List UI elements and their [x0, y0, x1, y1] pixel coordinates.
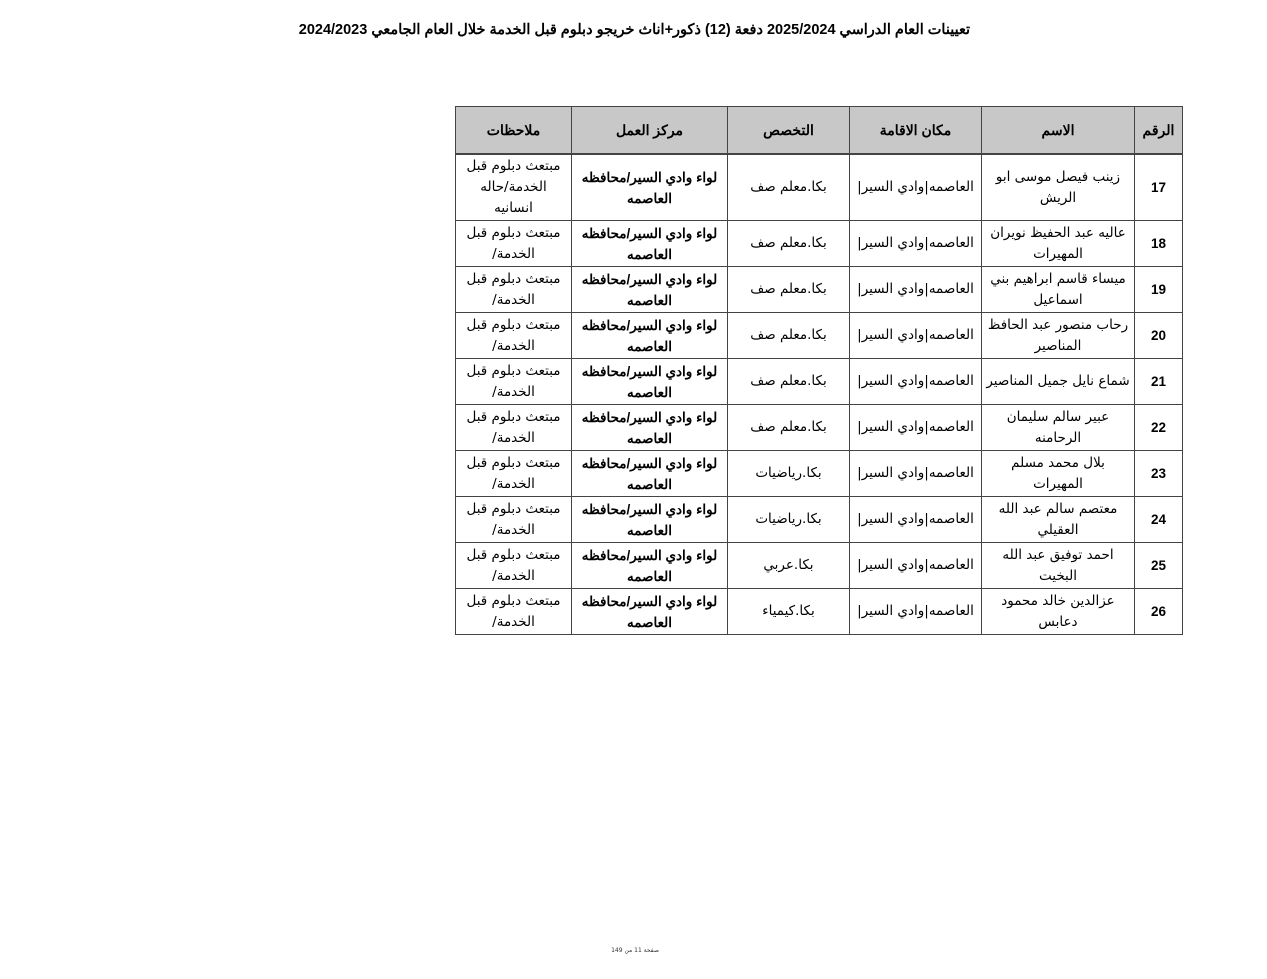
cell-number: 19: [1135, 267, 1183, 313]
cell-specialty: بكا.معلم صف: [728, 359, 850, 405]
column-header-residence: مكان الاقامة: [850, 107, 982, 155]
cell-workplace: لواء وادي السير/محافظه العاصمه: [572, 497, 728, 543]
cell-number: 26: [1135, 589, 1183, 635]
cell-name: عبير سالم سليمان الرحامنه: [982, 405, 1135, 451]
table-row: [456, 405, 1183, 451]
column-header-workplace: مركز العمل: [572, 107, 728, 155]
cell-number: 25: [1135, 543, 1183, 589]
cell-number: 23: [1135, 451, 1183, 497]
cell-notes: مبتعث دبلوم قبل الخدمة/: [456, 359, 572, 405]
cell-specialty: بكا.معلم صف: [728, 267, 850, 313]
table-row: [456, 154, 1183, 221]
cell-name: بلال محمد مسلم المهيرات: [982, 451, 1135, 497]
cell-name: عاليه عبد الحفيظ نويران المهيرات: [982, 221, 1135, 267]
cell-residence: العاصمه|وادي السير|: [850, 154, 982, 221]
cell-workplace: لواء وادي السير/محافظه العاصمه: [572, 543, 728, 589]
cell-residence: العاصمه|وادي السير|: [850, 267, 982, 313]
cell-residence: العاصمه|وادي السير|: [850, 589, 982, 635]
cell-notes: مبتعث دبلوم قبل الخدمة/حاله انسانيه: [456, 154, 572, 221]
table-row: [456, 313, 1183, 359]
cell-name: زينب فيصل موسى ابو الريش: [982, 154, 1135, 221]
cell-specialty: بكا.معلم صف: [728, 221, 850, 267]
cell-workplace: لواء وادي السير/محافظه العاصمه: [572, 359, 728, 405]
column-header-name: الاسم: [982, 107, 1135, 155]
cell-workplace: لواء وادي السير/محافظه العاصمه: [572, 405, 728, 451]
cell-specialty: بكا.رياضيات: [728, 497, 850, 543]
table-row: [456, 267, 1183, 313]
column-header-notes: ملاحظات: [456, 107, 572, 155]
cell-number: 17: [1135, 154, 1183, 221]
cell-workplace: لواء وادي السير/محافظه العاصمه: [572, 154, 728, 221]
cell-specialty: بكا.معلم صف: [728, 313, 850, 359]
cell-name: معتصم سالم عبد الله العقيلي: [982, 497, 1135, 543]
cell-number: 24: [1135, 497, 1183, 543]
cell-residence: العاصمه|وادي السير|: [850, 405, 982, 451]
cell-workplace: لواء وادي السير/محافظه العاصمه: [572, 313, 728, 359]
cell-notes: مبتعث دبلوم قبل الخدمة/: [456, 267, 572, 313]
cell-residence: العاصمه|وادي السير|: [850, 359, 982, 405]
cell-notes: مبتعث دبلوم قبل الخدمة/: [456, 221, 572, 267]
cell-specialty: بكا.عربي: [728, 543, 850, 589]
cell-specialty: بكا.كيمياء: [728, 589, 850, 635]
column-header-number: الرقم: [1135, 107, 1183, 155]
cell-specialty: بكا.معلم صف: [728, 154, 850, 221]
cell-name: شماع نايل جميل المناصير: [982, 359, 1135, 405]
cell-workplace: لواء وادي السير/محافظه العاصمه: [572, 267, 728, 313]
cell-notes: مبتعث دبلوم قبل الخدمة/: [456, 589, 572, 635]
cell-residence: العاصمه|وادي السير|: [850, 451, 982, 497]
cell-residence: العاصمه|وادي السير|: [850, 497, 982, 543]
table-row: [456, 221, 1183, 267]
cell-number: 18: [1135, 221, 1183, 267]
cell-notes: مبتعث دبلوم قبل الخدمة/: [456, 543, 572, 589]
cell-residence: العاصمه|وادي السير|: [850, 543, 982, 589]
table-row: [456, 543, 1183, 589]
cell-number: 21: [1135, 359, 1183, 405]
cell-residence: العاصمه|وادي السير|: [850, 313, 982, 359]
cell-notes: مبتعث دبلوم قبل الخدمة/: [456, 405, 572, 451]
table-row: [456, 359, 1183, 405]
page-title: تعيينات العام الدراسي 2025/2024 دفعة (12) ذكور+اناث خريجو دبلوم قبل الخدمة خلال العام الجامعي 2024/2023: [298, 22, 970, 38]
page-number-footer: صفحة 11 من 149: [611, 947, 659, 954]
table-row: [456, 589, 1183, 635]
cell-name: رحاب منصور عبد الحافظ المناصير: [982, 313, 1135, 359]
cell-specialty: بكا.رياضيات: [728, 451, 850, 497]
cell-number: 22: [1135, 405, 1183, 451]
appointments-table: [455, 106, 1183, 635]
cell-number: 20: [1135, 313, 1183, 359]
cell-specialty: بكا.معلم صف: [728, 405, 850, 451]
cell-workplace: لواء وادي السير/محافظه العاصمه: [572, 451, 728, 497]
cell-notes: مبتعث دبلوم قبل الخدمة/: [456, 451, 572, 497]
table-row: [456, 451, 1183, 497]
cell-name: احمد توفيق عبد الله البخيت: [982, 543, 1135, 589]
table-row: [456, 497, 1183, 543]
cell-notes: مبتعث دبلوم قبل الخدمة/: [456, 313, 572, 359]
cell-name: ميساء قاسم ابراهيم بني اسماعيل: [982, 267, 1135, 313]
table-header-row: [456, 107, 1183, 155]
cell-notes: مبتعث دبلوم قبل الخدمة/: [456, 497, 572, 543]
cell-name: عزالدين خالد محمود دعابس: [982, 589, 1135, 635]
cell-workplace: لواء وادي السير/محافظه العاصمه: [572, 589, 728, 635]
cell-residence: العاصمه|وادي السير|: [850, 221, 982, 267]
cell-workplace: لواء وادي السير/محافظه العاصمه: [572, 221, 728, 267]
column-header-specialty: التخصص: [728, 107, 850, 155]
